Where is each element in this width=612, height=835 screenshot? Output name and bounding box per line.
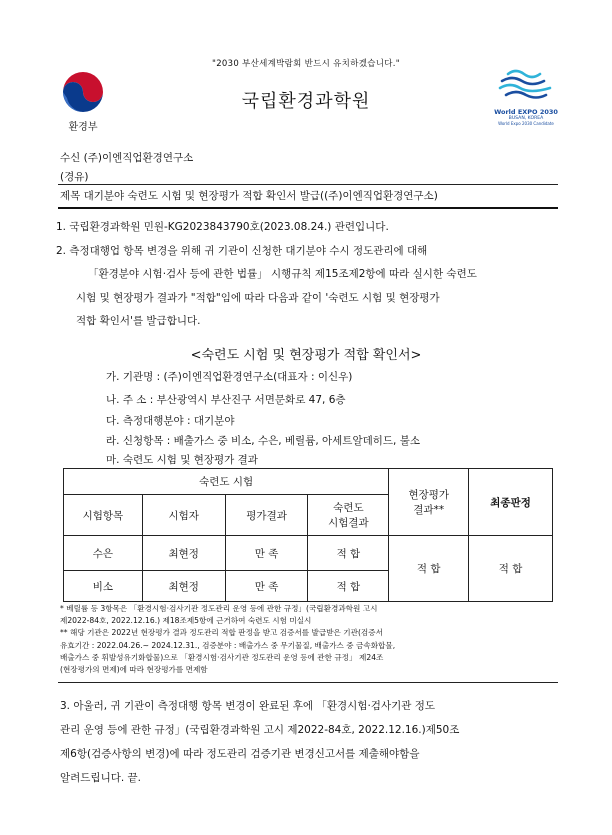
note-line: ** 해당 기관은 2022년 현장평가 결과 정도관리 적합 판정을 받고 검증서를 발급받은 기관(검증서 bbox=[60, 628, 383, 638]
field-eval-header bbox=[389, 469, 469, 536]
paragraph-2-line: 「환경분야 시험·검사 등에 관한 법률」 시행규칙 제15조제2항에 따라 실시한 숙련도 bbox=[88, 268, 477, 280]
certificate-item: 마. 숙련도 시험 및 현장평가 결과 bbox=[106, 454, 258, 466]
expo-line2: BUSAN, KOREA bbox=[508, 116, 544, 121]
table-row bbox=[64, 536, 553, 571]
cell-evaluation: 만 족 bbox=[225, 536, 308, 571]
cell-proficiency: 적 합 bbox=[308, 571, 389, 602]
org-title: 국립환경과학원 bbox=[241, 91, 371, 112]
subject: 제목 대기분야 숙련도 시험 및 현장평가 적합 확인서 발급((주)이엔직업환경연구소) bbox=[60, 190, 438, 202]
cell-tester: 최현정 bbox=[142, 571, 225, 602]
expo-line1: World EXPO 2030 bbox=[494, 108, 558, 116]
paragraph-3-line: 관리 운영 등에 관한 규정」(국립환경과학원 고시 제2022-84호, 2022.12.16.)제50조 bbox=[60, 724, 460, 736]
note-line: 제2022-84호, 2022.12.16.) 제18조제5항에 근거하여 숙련도 시험 미실시 bbox=[60, 616, 312, 626]
divider-top bbox=[58, 184, 558, 185]
tester-header: 시험자 bbox=[142, 495, 225, 536]
proficiency-header bbox=[308, 495, 389, 536]
note-line: (현장평가의 면제)에 따라 현장평가를 면제함 bbox=[60, 665, 208, 675]
paragraph-2-line: 적합 확인서'를 발급합니다. bbox=[76, 315, 201, 327]
certificate-item: 가. 기관명 : (주)이엔직업환경연구소(대표자 : 이신우) bbox=[106, 371, 353, 383]
cell-tester: 최현정 bbox=[142, 536, 225, 571]
expo-logo bbox=[490, 66, 562, 126]
via: (경유) bbox=[60, 171, 89, 183]
cell-final-result: 적 합 bbox=[469, 536, 553, 602]
ministry-name: 환경부 bbox=[68, 122, 98, 133]
paragraph-1 bbox=[56, 216, 576, 334]
cell-field-result: 적 합 bbox=[389, 536, 469, 602]
field-eval-header-line: 결과** bbox=[413, 504, 445, 516]
expo-wave-icon bbox=[494, 66, 558, 102]
paragraph-3-line: 3. 아울러, 귀 기관이 측정대행 항목 변경이 완료된 후에 「환경시험·검사기관 정도 bbox=[60, 700, 436, 712]
certificate-title: <숙련도 시험 및 현장평가 적합 확인서> bbox=[190, 348, 422, 363]
cell-item: 수은 bbox=[64, 536, 143, 571]
expo-line3: World Expo 2030 Candidate bbox=[498, 121, 554, 126]
paragraph-3-line: 제6항(검증사항의 변경)에 따라 정도관리 검증기관 변경신고서를 제출해야함을 bbox=[60, 748, 420, 760]
cell-item: 비소 bbox=[64, 571, 143, 602]
result-table bbox=[63, 468, 553, 602]
cell-proficiency: 적 합 bbox=[308, 536, 389, 571]
field-eval-header-line: 현장평가 bbox=[408, 489, 450, 501]
notes bbox=[60, 603, 560, 676]
proficiency-header-line: 시험결과 bbox=[328, 517, 369, 529]
final-header: 최종판정 bbox=[469, 469, 553, 536]
evaluation-header: 평가결과 bbox=[225, 495, 308, 536]
proficiency-header-line: 숙련도 bbox=[333, 502, 364, 514]
note-line: * 베릴륨 등 3항목은 「환경시험·검사기관 정도관리 운영 등에 관한 규정」(국립환경과학원 고시 bbox=[60, 604, 378, 613]
group-header: 숙련도 시험 bbox=[64, 469, 389, 495]
divider-notes bbox=[58, 682, 558, 683]
slogan: "2030 부산세계박람회 반드시 유치하겠습니다." bbox=[212, 59, 400, 69]
test-item-header: 시험항목 bbox=[64, 495, 143, 536]
divider-subject bbox=[58, 207, 558, 209]
paragraph-2-line: 2. 측정대행업 항목 변경을 위해 귀 기관이 신청한 대기분야 수시 정도관리에 대해 bbox=[56, 244, 428, 257]
recipient: 수신 (주)이엔직업환경연구소 bbox=[60, 152, 194, 164]
note-line: 배출가스 중 휘발성유기화합물)으로 「환경시험·검사기관 정도관리 운영 등에 관한 규정」 제24조 bbox=[60, 652, 384, 662]
certificate-item: 나. 주 소 : 부산광역시 부산진구 서면문화로 47, 6층 bbox=[106, 394, 346, 406]
certificate-item: 다. 측정대행분야 : 대기분야 bbox=[106, 415, 235, 427]
paragraph-3-line: 알려드립니다. 끝. bbox=[60, 772, 142, 784]
paragraph-1-line: 1. 국립환경과학원 민원-KG2023843790호(2023.08.24.) 관련입니다. bbox=[56, 221, 389, 233]
certificate-item: 라. 신청항목 : 배출가스 중 비소, 수은, 베릴륨, 아세트알데히드, 불소 bbox=[106, 435, 420, 447]
note-line: 유효기간 : 2022.04.26.~ 2024.12.31., 검증분야 : 배출가스 중 무기물질, 배출가스 중 금속화합물, bbox=[60, 640, 396, 650]
cell-evaluation: 만 족 bbox=[225, 571, 308, 602]
paragraph-2-line: 시험 및 현장평가 결과가 "적합"임에 따라 다음과 같이 '숙련도 시험 및 현장평가 bbox=[76, 291, 440, 304]
paragraph-3 bbox=[60, 694, 570, 790]
